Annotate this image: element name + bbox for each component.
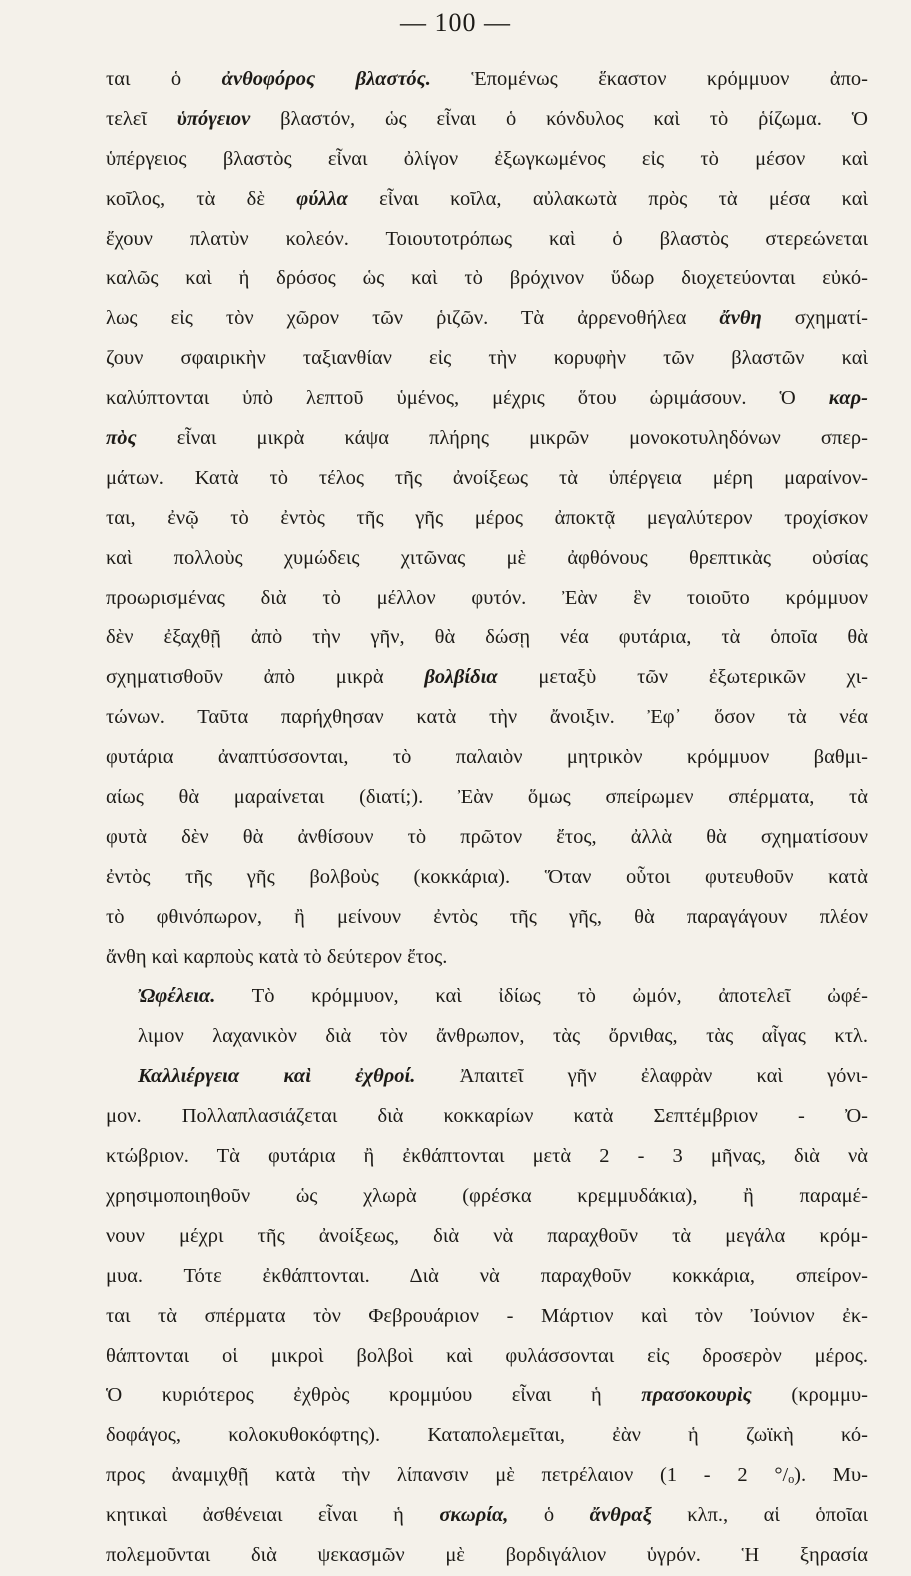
text-run: εἶναι μικρὰ κάψα πλήρης μικρῶν μονοκοτυληδόνων σπερ- [136,427,868,450]
bold-term: Ὠφέλεια. [138,985,216,1008]
text-run: (κρομμυ- [751,1384,868,1407]
bold-term: ἄνθραξ [589,1504,652,1527]
text-line [106,1017,868,1057]
bold-term: ἀνθοφόρος βλαστός. [221,68,431,90]
text-run: δὲν ἐξαχθῇ ἀπὸ τὴν γῆν, θὰ δώσῃ νέα φυτάρια, τὰ ὁποῖα θὰ [106,626,868,649]
text-line [106,1097,868,1137]
text-run: κλπ., αἱ ὁποῖαι [651,1504,868,1527]
text-run: εἶναι κοῖλα, αὐλακωτὰ πρὸς τὰ μέσα καὶ [347,187,868,210]
body-text [106,60,868,1576]
text-line [106,658,868,698]
text-line [106,1257,868,1297]
text-run: χρησιμοποιηθοῦν ὡς χλωρὰ (φρέσκα κρεμμυδάκια), ἢ παραμέ- [106,1184,868,1207]
text-line [106,738,868,778]
text-line [106,579,868,619]
text-line [106,100,868,140]
text-run: προωρισμένας διὰ τὸ μέλλον φυτόν. Ἐὰν ἓν τοιοῦτο κρόμμυον [106,586,868,609]
text-run: ἐντὸς τῆς γῆς βολβοὺς (κοκκάρια). Ὅταν οὗτοι φυτευθοῦν κατὰ [106,865,868,888]
text-run: μυα. Τότε ἐκθάπτονται. Διὰ νὰ παραχθοῦν κοκκάρια, σπείρον- [106,1264,868,1287]
bold-term: καρ- [828,387,868,410]
bold-term: πρασοκουρὶς [641,1384,752,1407]
text-run: τώνων. Ταῦτα παρήχθησαν κατὰ τὴν ἄνοιξιν. Ἐφ᾽ ὅσον τὰ νέα [106,706,868,729]
text-run: δοφάγος, κολοκυθοκόφτης). Καταπολεμεῖται, ἐὰν ἡ ζωϊκὴ κό- [106,1424,868,1447]
text-line [106,1376,868,1416]
text-run: Ὁ κυριότερος ἐχθρὸς κρομμύου εἶναι ἡ [106,1384,642,1407]
text-line [106,1297,868,1337]
bold-term: σκωρία, [439,1504,509,1527]
text-run: ὑπέργειος βλαστὸς εἶναι ὀλίγον ἐξωγκωμένος εἰς τὸ μέσον καὶ [106,147,868,170]
text-run: ται τὰ σπέρματα τὸν Φεβρουάριον - Μάρτιον καὶ τὸν Ἰούνιον ἐκ- [106,1304,868,1327]
text-run: καλύπτονται ὑπὸ λεπτοῦ ὑμένος, μέχρις ὅτου ὡριμάσουν. Ὁ [106,387,829,410]
text-line [106,259,868,299]
text-run: ται ὁ [106,68,222,90]
bold-term: πὸς [106,427,137,450]
text-line [106,1057,868,1097]
bold-term: Καλλιέργεια καὶ ἐχθροί. [138,1065,416,1088]
text-run: τὸ φθινόπωρον, ἢ μείνουν ἐντὸς τῆς γῆς, θὰ παραγάγουν πλέον [106,905,868,928]
page-number: — 100 — [400,8,511,37]
bold-term: ἄνθη [719,307,762,330]
text-line [106,140,868,180]
text-line [106,1337,868,1377]
text-line [106,858,868,898]
text-line [106,778,868,818]
text-run: λιμον λαχανικὸν διὰ τὸν ἄνθρωπον, τὰς ὄρνιθας, τὰς αἶγας κτλ. [138,1025,868,1048]
text-run: προς ἀναμιχθῇ κατὰ τὴν λίπανσιν μὲ πετρέλαιον (1 - 2 °/ₒ). Μυ- [106,1464,868,1487]
text-run: κτώβριον. Τὰ φυτάρια ἢ ἐκθάπτονται μετὰ 2 - 3 μῆνας, διὰ νὰ [106,1145,868,1168]
text-run: τελεῖ [106,107,177,130]
text-line [106,180,868,220]
text-line [106,299,868,339]
text-line [106,499,868,539]
text-run: φυτὰ δὲν θὰ ἀνθίσουν τὸ πρῶτον ἔτος, ἀλλὰ θὰ σχηματίσουν [106,825,868,848]
bold-term: ὑπόγειον [176,107,251,130]
text-run: ὁ [508,1504,590,1527]
text-line [106,1217,868,1257]
text-line [106,1456,868,1496]
bold-term: φύλλα [296,187,348,210]
text-line [106,977,868,1017]
text-line [106,698,868,738]
text-line [106,419,868,459]
text-run: Ἀπαιτεῖ γῆν ἐλαφρὰν καὶ γόνι- [415,1065,868,1088]
text-run: ται, ἐνῷ τὸ ἐντὸς τῆς γῆς μέρος ἀποκτᾷ μεγαλύτερον τροχίσκον [106,506,868,529]
text-run: σχηματί- [761,307,868,330]
text-line [106,938,868,978]
text-line [106,1137,868,1177]
text-line [106,818,868,858]
text-run: σχηματισθοῦν ἀπὸ μικρὰ [106,666,425,689]
text-run: αίως θὰ μαραίνεται (διατί;). Ἐὰν ὅμως σπείρωμεν σπέρματα, τὰ [106,786,868,809]
text-line [106,618,868,658]
text-run: καλῶς καὶ ἡ δρόσος ὡς καὶ τὸ βρόχινον ὕδωρ διοχετεύονται εὐκό- [106,267,868,290]
text-line [106,60,868,100]
text-run: Ἑπομένως ἕκαστον κρόμμυον ἀπο- [430,68,868,90]
text-run: ζουν σφαιρικὴν ταξιανθίαν εἰς τὴν κορυφὴν τῶν βλαστῶν καὶ [106,347,868,370]
text-line [106,1416,868,1456]
text-run: ἔχουν πλατὺν κολεόν. Τοιουτοτρόπως καὶ ὁ βλαστὸς στερεώνεται [106,227,868,250]
text-run: μάτων. Κατὰ τὸ τέλος τῆς ἀνοίξεως τὰ ὑπέργεια μέρη μαραίνον- [106,466,868,489]
text-run: ἄνθη καὶ καρποὺς κατὰ τὸ δεύτερον ἔτος. [106,945,448,968]
text-line [106,459,868,499]
text-line [106,339,868,379]
text-run: θάπτονται οἱ μικροὶ βολβοὶ καὶ φυλάσσονται εἰς δροσερὸν μέρος. [106,1344,868,1367]
text-line [106,220,868,260]
text-run: Τὸ κρόμμυον, καὶ ἰδίως τὸ ὠμόν, ἀποτελεῖ ὠφέ- [215,985,868,1008]
text-run: καὶ πολλοὺς χυμώδεις χιτῶνας μὲ ἀφθόνους θρεπτικὰς οὐσίας [106,546,868,569]
text-line [106,379,868,419]
text-run: βλαστόν, ὡς εἶναι ὁ κόνδυλος καὶ τὸ ῥίζωμα. Ὁ [250,107,868,130]
text-run: μεταξὺ τῶν ἐξωτερικῶν χι- [497,666,868,689]
text-run: μον. Πολλαπλασιάζεται διὰ κοκκαρίων κατὰ Σεπτέμβριον - Ὀ- [106,1105,868,1128]
text-run: πολεμοῦνται διὰ ψεκασμῶν μὲ βορδιγάλιον ὑγρόν. Ἡ ξηρασία [106,1543,868,1566]
text-run: λως εἰς τὸν χῶρον τῶν ῥιζῶν. Τὰ ἀρρενοθήλεα [106,307,720,330]
text-line [106,1536,868,1576]
bold-term: βολβίδια [424,666,498,689]
text-line [106,1177,868,1217]
text-run: φυτάρια ἀναπτύσσονται, τὸ παλαιὸν μητρικὸν κρόμμυον βαθμι- [106,746,868,769]
text-line [106,539,868,579]
text-run: νουν μέχρι τῆς ἀνοίξεως, διὰ νὰ παραχθοῦν τὰ μεγάλα κρόμ- [106,1224,868,1247]
text-run: κοῖλος, τὰ δὲ [106,187,297,210]
text-line [106,1496,868,1536]
text-line [106,898,868,938]
text-run: κητικαὶ ἀσθένειαι εἶναι ἡ [106,1504,440,1527]
